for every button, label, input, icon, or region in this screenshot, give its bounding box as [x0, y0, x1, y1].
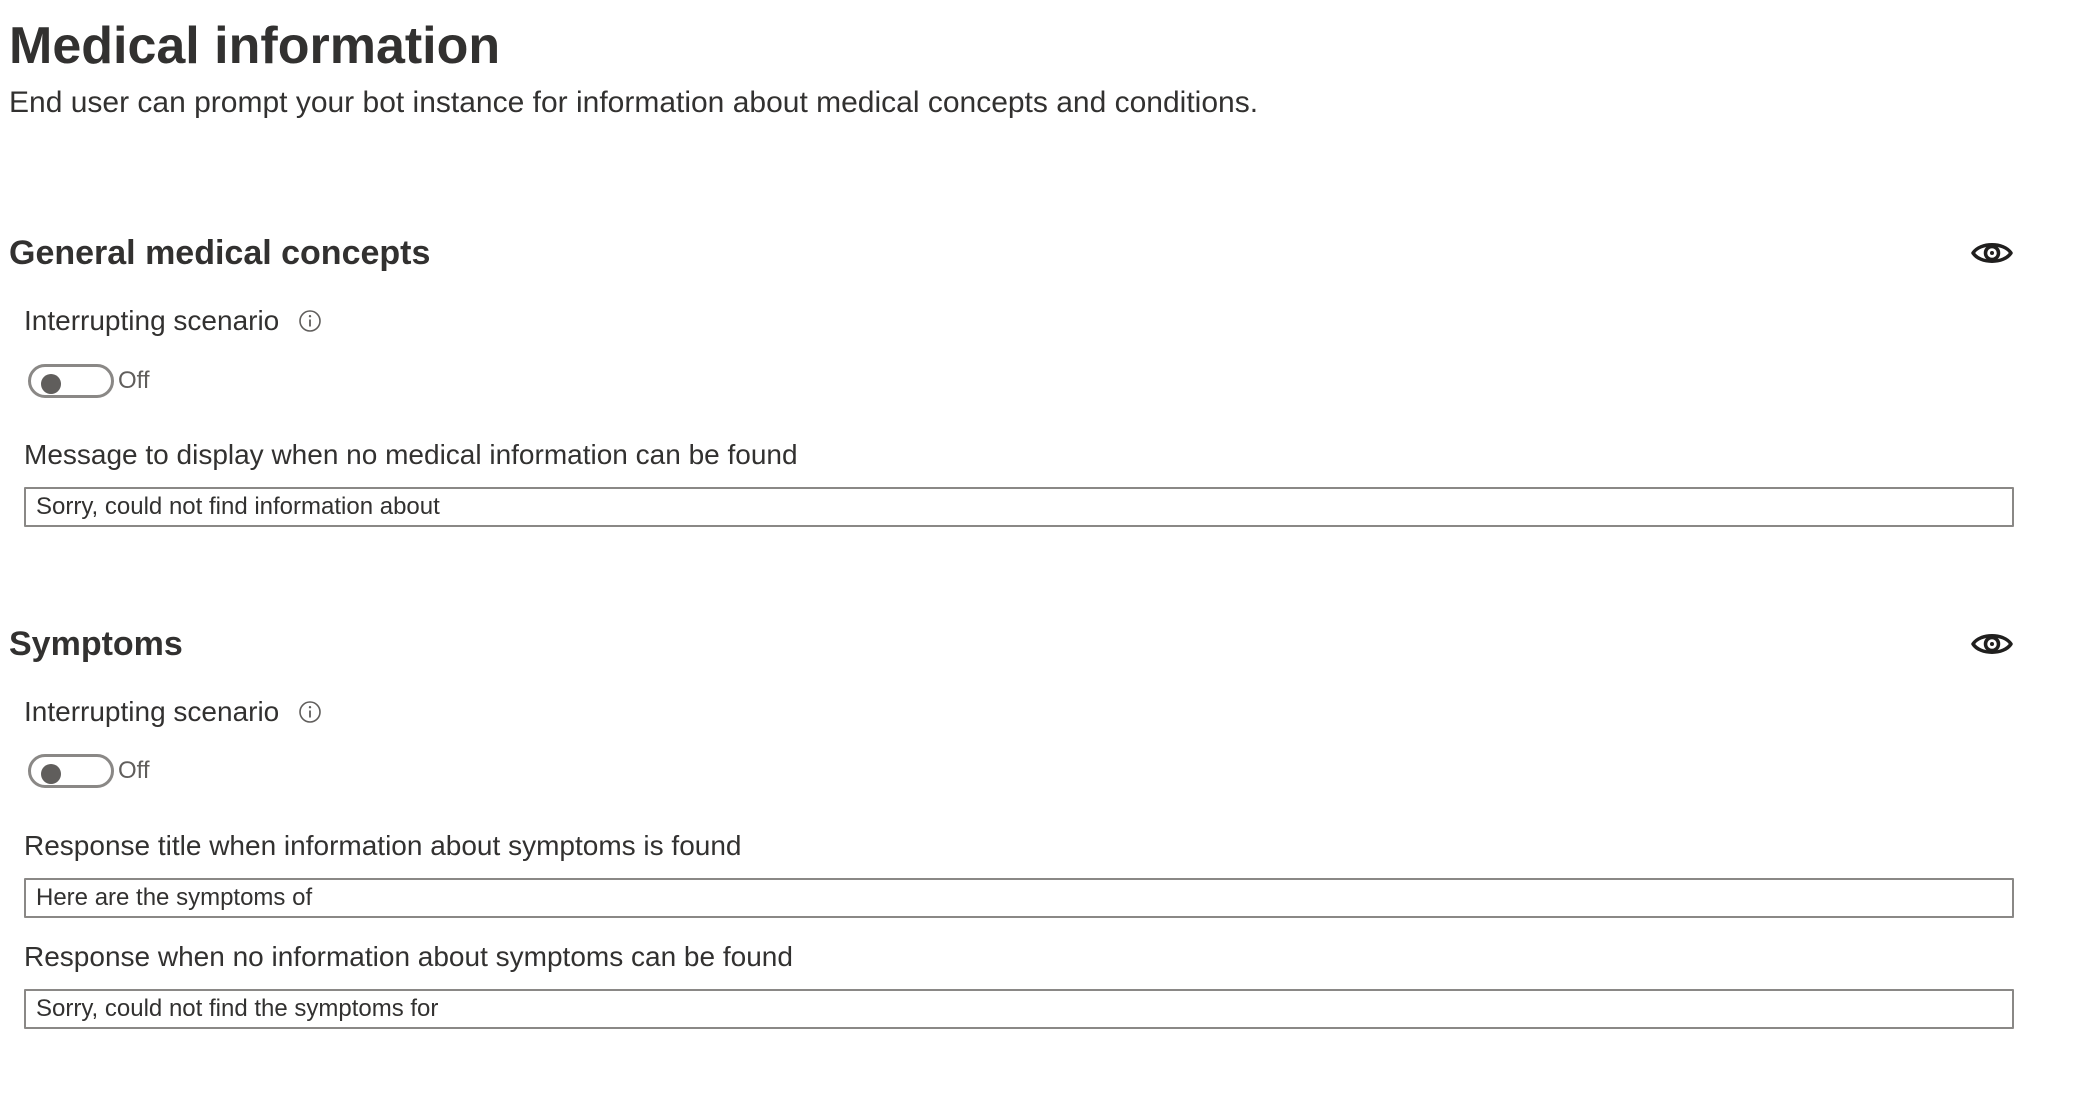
interrupting-scenario-label: Interrupting scenario	[24, 305, 280, 336]
section-title: Symptoms	[9, 625, 183, 663]
symptoms-not-found-input[interactable]	[24, 989, 2014, 1029]
symptoms-found-title-label: Response title when information about symptoms is found	[24, 830, 742, 861]
eye-icon	[1970, 629, 2014, 659]
page-title: Medical information	[9, 17, 501, 75]
interrupting-scenario-toggle-row	[28, 361, 150, 401]
section-header	[0, 620, 2091, 668]
interrupting-scenario-row	[24, 303, 323, 339]
no-info-message-label: Message to display when no medical information can be found	[24, 439, 798, 470]
info-icon[interactable]	[297, 308, 323, 334]
eye-icon	[1970, 238, 2014, 268]
page-subtitle: End user can prompt your bot instance for information about medical concepts and conditions.	[9, 86, 1259, 119]
toggle-state-label: Off	[118, 367, 150, 394]
preview-button[interactable]	[1968, 231, 2016, 275]
toggle-knob	[41, 764, 61, 784]
symptoms-found-title-input[interactable]	[24, 878, 2014, 918]
interrupting-scenario-label: Interrupting scenario	[24, 696, 280, 727]
info-icon[interactable]	[297, 699, 323, 725]
interrupting-scenario-toggle[interactable]	[28, 364, 114, 398]
toggle-state-label: Off	[118, 757, 150, 784]
interrupting-scenario-row	[24, 694, 323, 730]
no-info-message-input[interactable]	[24, 487, 2014, 527]
interrupting-scenario-toggle-row	[28, 751, 150, 791]
section-title: General medical concepts	[9, 234, 431, 272]
preview-button[interactable]	[1968, 622, 2016, 666]
section-header	[0, 229, 2091, 277]
interrupting-scenario-toggle[interactable]	[28, 754, 114, 788]
symptoms-not-found-label: Response when no information about symptoms can be found	[24, 941, 793, 972]
toggle-knob	[41, 374, 61, 394]
